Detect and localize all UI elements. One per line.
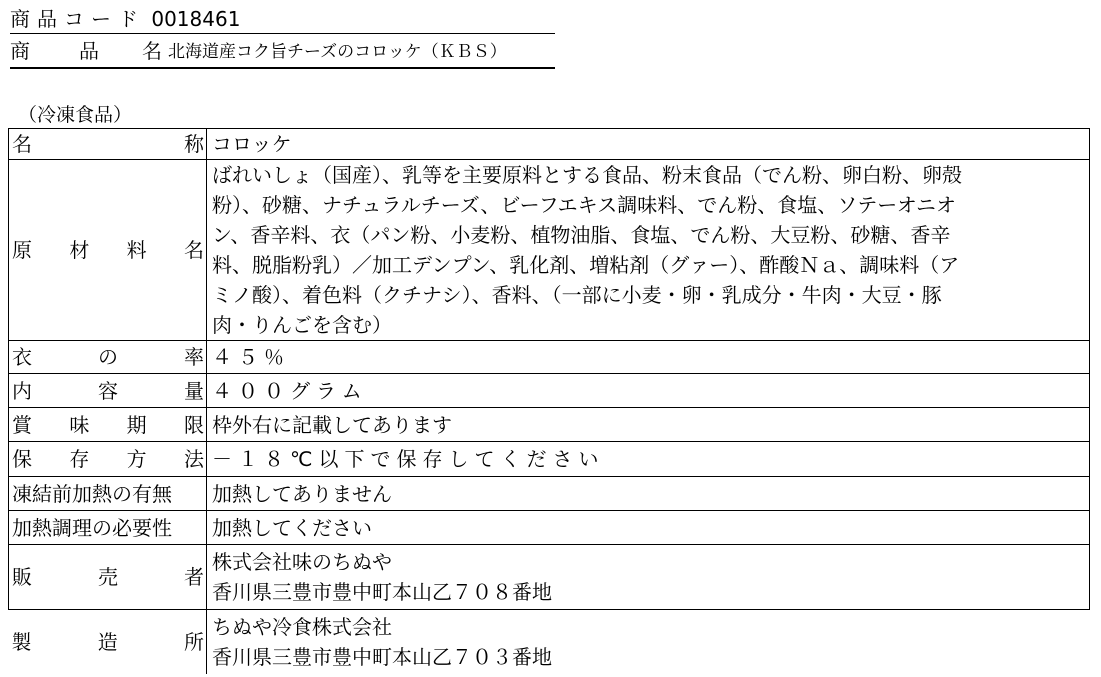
row-label-seller — [9, 545, 207, 610]
row-label-contents — [9, 374, 207, 408]
table-row-contents — [9, 374, 1090, 408]
label-char: 限 — [183, 412, 204, 437]
product-code-label: 商品コード — [10, 7, 145, 31]
label-char: 衣 — [12, 345, 32, 369]
row-value-coating-ratio: ４５％ — [207, 341, 1090, 374]
label-char: 名 — [183, 238, 204, 262]
label-char: 期 — [126, 412, 147, 437]
label-char: 内 — [12, 378, 32, 403]
product-name-label-char: 商 — [10, 39, 30, 63]
manufacturer-name: ちぬや冷食株式会社 — [212, 615, 392, 639]
seller-name: 株式会社味のちぬや — [212, 550, 392, 574]
product-code-value: 0018461 — [151, 7, 241, 31]
ingredients-line: 料、脱脂粉乳）／加工デンプン、乳化剤、増粘剤（グァー）、酢酸Ｎａ、調味料（ア — [212, 253, 960, 277]
row-value-ingredients — [207, 160, 1090, 341]
label-char: 称 — [184, 132, 204, 156]
label-char: 量 — [184, 378, 204, 403]
label-char: 料 — [126, 238, 147, 262]
row-label-cooking-heating: 加熱調理の必要性 — [9, 511, 207, 545]
table-row-manufacturer — [9, 610, 1090, 675]
ingredients-line: ばれいしょ（国産）、乳等を主要原料とする食品、粉末食品（でん粉、卵白粉、卵殻 — [212, 163, 962, 187]
row-label-name — [9, 129, 207, 160]
ingredients-line: ン、香辛料、衣（パン粉、小麦粉、植物油脂、食塩、でん粉、大豆粉、砂糖、香辛 — [212, 223, 951, 247]
label-char: 名 — [12, 132, 32, 156]
label-char: 方 — [126, 447, 147, 471]
ingredients-line: 肉・りんごを含む） — [212, 313, 392, 337]
label-char: 者 — [184, 565, 204, 589]
label-char: 売 — [98, 565, 118, 589]
row-label-storage — [9, 442, 207, 477]
label-char: 保 — [12, 447, 32, 471]
row-label-ingredients — [9, 160, 207, 341]
manufacturer-address: 香川県三豊市豊中町本山乙７０３番地 — [212, 645, 552, 669]
category-frozen-food: （冷凍食品） — [18, 104, 133, 126]
row-label-manufacturer — [9, 610, 207, 675]
table-row-ingredients — [9, 160, 1090, 341]
row-value-contents: ４００グラム — [207, 374, 1090, 408]
label-char: の — [98, 345, 118, 369]
label-char: 販 — [12, 565, 32, 589]
seller-address: 香川県三豊市豊中町本山乙７０８番地 — [212, 580, 552, 604]
product-name-value: 北海道産コク旨チーズのコロッケ（ＫＢＳ） — [168, 42, 507, 62]
table-row-pre-freeze-heating — [9, 477, 1090, 511]
product-name-line — [10, 35, 555, 69]
product-name-label-char: 名 — [142, 39, 162, 63]
row-label-coating-ratio — [9, 341, 207, 374]
label-char: 率 — [184, 345, 204, 369]
table-row-coating-ratio — [9, 341, 1090, 374]
row-value-storage: －１８℃以下で保存してください — [207, 442, 1090, 477]
label-char: 味 — [69, 412, 90, 437]
label-char: 材 — [69, 238, 90, 262]
label-char: 製 — [11, 630, 32, 654]
ingredients-line: 粉）、砂糖、ナチュラルチーズ、ビーフエキス調味料、でん粉、食塩、ソテーオニオ — [212, 193, 956, 217]
product-code-line — [10, 5, 555, 34]
label-char: 容 — [98, 378, 118, 403]
label-char: 造 — [97, 630, 118, 654]
row-value-cooking-heating: 加熱してください — [207, 511, 1090, 545]
row-value-manufacturer — [207, 610, 1090, 675]
row-value-seller — [207, 545, 1090, 610]
row-label-pre-freeze-heating: 凍結前加熱の有無 — [9, 477, 207, 511]
row-value-name: コロッケ — [207, 129, 1090, 160]
label-char: 原 — [12, 238, 32, 262]
row-value-pre-freeze-heating: 加熱してありません — [207, 477, 1090, 511]
label-char: 法 — [183, 447, 204, 471]
ingredients-line: ミノ酸）、着色料（クチナシ）、香料、（一部に小麦・卵・乳成分・牛肉・大豆・豚 — [212, 283, 942, 307]
table-row-seller — [9, 545, 1090, 610]
product-spec-table — [8, 128, 1090, 674]
table-row-best-before — [9, 408, 1090, 442]
table-row-storage — [9, 442, 1090, 477]
label-char: 賞 — [12, 412, 32, 437]
row-value-best-before: 枠外右に記載してあります — [207, 408, 1090, 442]
row-label-best-before — [9, 408, 207, 442]
label-char: 所 — [184, 630, 204, 654]
label-char: 存 — [69, 447, 90, 471]
table-row-cooking-heating — [9, 511, 1090, 545]
product-name-label-char: 品 — [79, 39, 99, 63]
table-row-name — [9, 129, 1090, 160]
